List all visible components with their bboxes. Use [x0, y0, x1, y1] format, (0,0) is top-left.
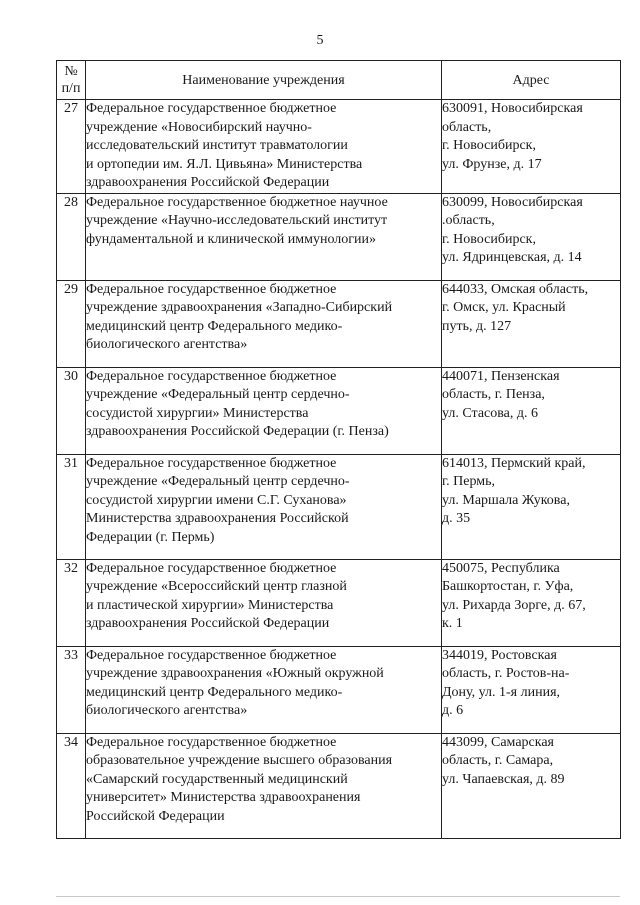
table-header-row: [57, 61, 621, 100]
institution-name: Федеральное государственное бюджетное научное учреждение «Научно-исследовательский институт фундаментальной и клинической иммунологии»: [86, 193, 442, 280]
row-number: 27: [57, 100, 86, 194]
row-number: 30: [57, 367, 86, 454]
institution-name: Федеральное государственное бюджетное учреждение здравоохранения «Южный окружной медицинский центр Федерального медико- биологического агентства»: [86, 646, 442, 733]
table-row: [57, 733, 621, 838]
institution-address: 614013, Пермский край, г. Пермь, ул. Маршала Жукова, д. 35: [442, 454, 621, 559]
institution-name: Федеральное государственное бюджетное учреждение «Федеральный центр сердечно- сосудистой хирургии» Министерства здравоохранения Российской Федерации (г. Пенза): [86, 367, 442, 454]
institution-address: 630099, Новосибирская .область, г. Новосибирск, ул. Ядринцевская, д. 14: [442, 193, 621, 280]
institution-name: Федеральное государственное бюджетное учреждение «Федеральный центр сердечно- сосудистой хирургии имени С.Г. Суханова» Министерства здравоохранения Российской Федерации (г. Пермь): [86, 454, 442, 559]
header-institution-name: Наименование учреждения: [86, 61, 442, 100]
table-row: [57, 367, 621, 454]
institution-address: 644033, Омская область, г. Омск, ул. Красный путь, д. 127: [442, 280, 621, 367]
institution-address: 443099, Самарская область, г. Самара, ул. Чапаевская, д. 89: [442, 733, 621, 838]
table-row: [57, 454, 621, 559]
page-number: 5: [316, 33, 324, 48]
header-address: Адрес: [442, 61, 621, 100]
row-number: 28: [57, 193, 86, 280]
institution-name: Федеральное государственное бюджетное учреждение здравоохранения «Западно-Сибирский медицинский центр Федерального медико- биологического агентства»: [86, 280, 442, 367]
table-row: [57, 646, 621, 733]
page-bottom-rule: [56, 896, 620, 897]
table-row: [57, 100, 621, 194]
institutions-table: [56, 60, 621, 839]
table-row: [57, 280, 621, 367]
row-number: 34: [57, 733, 86, 838]
row-number: 29: [57, 280, 86, 367]
institution-address: 440071, Пензенская область, г. Пенза, ул. Стасова, д. 6: [442, 367, 621, 454]
institution-address: 630091, Новосибирская область, г. Новосибирск, ул. Фрунзе, д. 17: [442, 100, 621, 194]
institution-name: Федеральное государственное бюджетное учреждение «Новосибирский научно- исследовательский институт травматологии и ортопедии им. Я.Л. Цивьяна» Министерства здравоохранения Российской Федерации: [86, 100, 442, 194]
table-row: [57, 193, 621, 280]
table-row: [57, 559, 621, 646]
institution-name: Федеральное государственное бюджетное образовательное учреждение высшего образования «Самарский государственный медицинский университет» Министерства здравоохранения Российской Федерации: [86, 733, 442, 838]
row-number: 32: [57, 559, 86, 646]
institution-name: Федеральное государственное бюджетное учреждение «Всероссийский центр глазной и пластической хирургии» Министерства здравоохранения Российской Федерации: [86, 559, 442, 646]
header-number: № п/п: [57, 61, 86, 100]
institution-address: 344019, Ростовская область, г. Ростов-на- Дону, ул. 1-я линия, д. 6: [442, 646, 621, 733]
row-number: 33: [57, 646, 86, 733]
row-number: 31: [57, 454, 86, 559]
institution-address: 450075, Республика Башкортостан, г. Уфа, ул. Рихарда Зорге, д. 67, к. 1: [442, 559, 621, 646]
